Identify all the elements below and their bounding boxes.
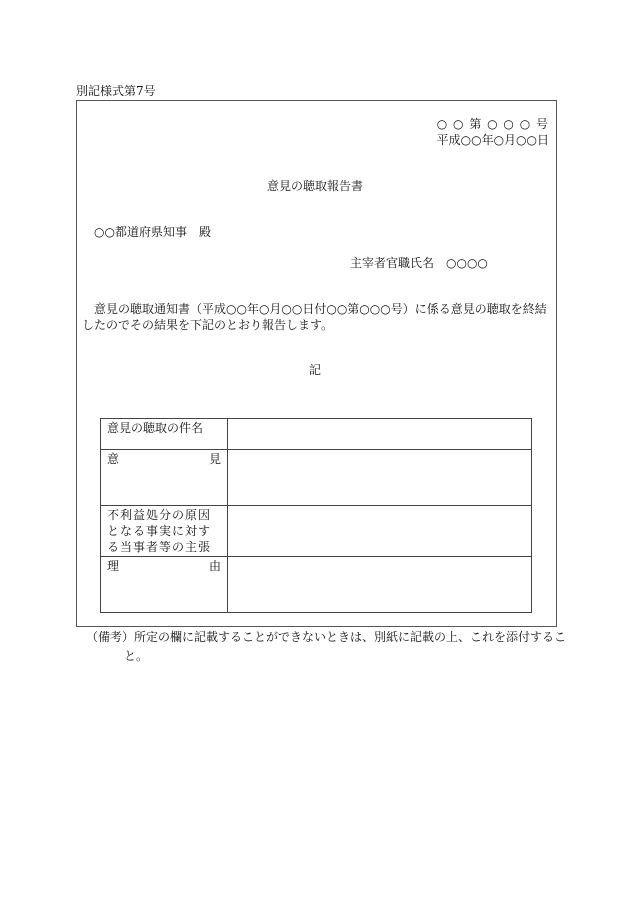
table-row — [101, 557, 532, 613]
note-line1: （備考）所定の欄に記載することができないときは、別紙に記載の上、これを添付するこ — [86, 630, 567, 644]
form-label: 別記様式第7号 — [76, 84, 156, 98]
sender: 主宰者官職氏名 ○○○○ — [350, 256, 488, 270]
opinion-value[interactable] — [228, 450, 532, 506]
opinion-label — [101, 450, 228, 506]
opinion-label-b: 見 — [208, 452, 221, 466]
table-row — [101, 419, 532, 450]
note-line2: と。 — [124, 649, 149, 663]
reason-label-a: 理 — [107, 559, 120, 573]
document-date: 平成○○年○月○○日 — [436, 133, 549, 147]
reason-label — [101, 557, 228, 613]
table-row — [101, 450, 532, 506]
claim-value[interactable] — [228, 506, 532, 557]
opinion-label-a: 意 — [107, 452, 120, 466]
document-title: 意見の聴取報告書 — [266, 179, 363, 193]
subject-label: 意見の聴取の件名 — [101, 419, 228, 450]
body-text-line2: したのでその結果を下記のとおり報告します。 — [82, 318, 334, 332]
table-row — [101, 506, 532, 557]
ki-heading: 記 — [308, 363, 321, 377]
document-number: ○ ○ 第 ○ ○ ○ 号 — [436, 117, 549, 131]
report-table — [100, 418, 532, 613]
addressee: ○○都道府県知事 殿 — [94, 225, 211, 239]
reason-value[interactable] — [228, 557, 532, 613]
subject-value[interactable] — [228, 419, 532, 450]
reason-label-b: 由 — [208, 559, 221, 573]
claim-label: 不利益処分の原因となる事実に対する当事者等の主張 — [101, 506, 228, 557]
body-text-line1: 意見の聴取通知書（平成○○年○月○○日付○○第○○○号）に係る意見の聴取を終結 — [94, 302, 547, 316]
